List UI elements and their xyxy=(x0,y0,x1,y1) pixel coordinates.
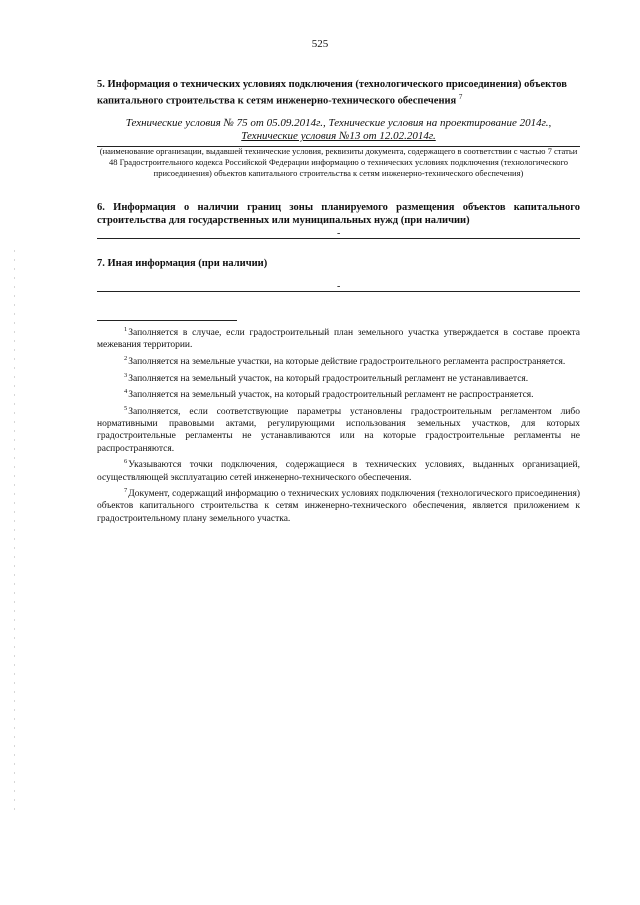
footnote-number: 4 xyxy=(124,388,128,396)
footnote xyxy=(97,370,580,385)
footnote-text: Заполняется на земельный участок, на который градостроительный регламент не устанавливается. xyxy=(128,373,529,384)
footnote-number: 2 xyxy=(124,354,128,362)
section-6-heading: 6. Информация о наличии границ зоны планируемого размещения объектов капитального строительства для государственных или муниципальных нужд (при наличии) xyxy=(97,202,580,226)
footnote xyxy=(97,456,580,483)
footnote-text: Заполняется, если соответствующие параметры установлены градостроительным регламентом либо нормативными правовыми актами, регулирующими использования земельных участков, для которых градостроительные регламенты не устанавливаются или на которые градостроительные регламенты не распространяются. xyxy=(97,407,580,454)
footnote-text: Заполняется в случае, если градостроительный план земельного участка утверждается в составе проекта межевания территории. xyxy=(97,328,580,351)
footnote-text: Заполняется на земельный участок, на который градостроительный регламент не распространяется. xyxy=(128,390,534,401)
footnote-text: Указываются точки подключения, содержащиеся в технических условиях, выданных организацией, осуществляющей эксплуатацию сетей инженерно-технического обеспечения. xyxy=(97,460,580,483)
section-7-fill-line xyxy=(97,291,580,292)
section-6-fill-line xyxy=(97,238,580,239)
footnote-number: 7 xyxy=(124,487,128,495)
tech-conditions-value xyxy=(97,117,580,143)
footnote xyxy=(97,353,580,368)
footnote xyxy=(97,485,580,525)
footnote-number: 1 xyxy=(124,326,128,333)
section-5-heading-text: 5. Информация о технических условиях подключения (технологического присоединения) объектов капитального строительства к сетям инженерно-технического обеспечения xyxy=(97,79,567,107)
tech-conditions-line-2: Технические условия №13 от 12.02.2014г. xyxy=(241,130,436,142)
margin-scan-speckle xyxy=(14,250,15,810)
footnote-text: Заполняется на земельные участки, на которые действие градостроительного регламента распространяется. xyxy=(128,356,566,367)
section-7-heading: 7. Иная информация (при наличии) xyxy=(97,258,268,269)
footnote xyxy=(97,386,580,401)
tech-conditions-line-1: Технические условия № 75 от 05.09.2014г., Технические условия на проектирование 2014г., xyxy=(125,117,552,129)
footnotes xyxy=(97,324,580,526)
section-5-footnote-ref: 7 xyxy=(458,93,463,101)
footnote xyxy=(97,403,580,455)
footnote-number: 3 xyxy=(124,371,128,379)
footnote xyxy=(97,324,580,351)
tech-conditions-caption: (наименование организации, выдавшей технические условия, реквизиты документа, содержащего в соответствии с частью 7 статьи 48 Градостроительного кодекса Российской Федерации информацию о технических условиях подключения (технологического присоединения) объектов капитального строительства к сетям инженерно-технического обеспечения) xyxy=(97,146,580,179)
section-7-value: - xyxy=(337,281,341,292)
footnote-number: 6 xyxy=(124,458,128,466)
section-6-value: - xyxy=(337,228,341,239)
section-5-heading xyxy=(97,78,580,108)
footnote-separator xyxy=(97,320,237,321)
footnote-number: 5 xyxy=(124,405,128,413)
page-number: 525 xyxy=(311,38,329,50)
footnote-text: Документ, содержащий информацию о технических условиях подключения (технологического присоединения) объектов капитального строительства к сетям инженерно-технического обеспечения, является приложением к градостроительному плану земельного участка. xyxy=(97,489,580,524)
